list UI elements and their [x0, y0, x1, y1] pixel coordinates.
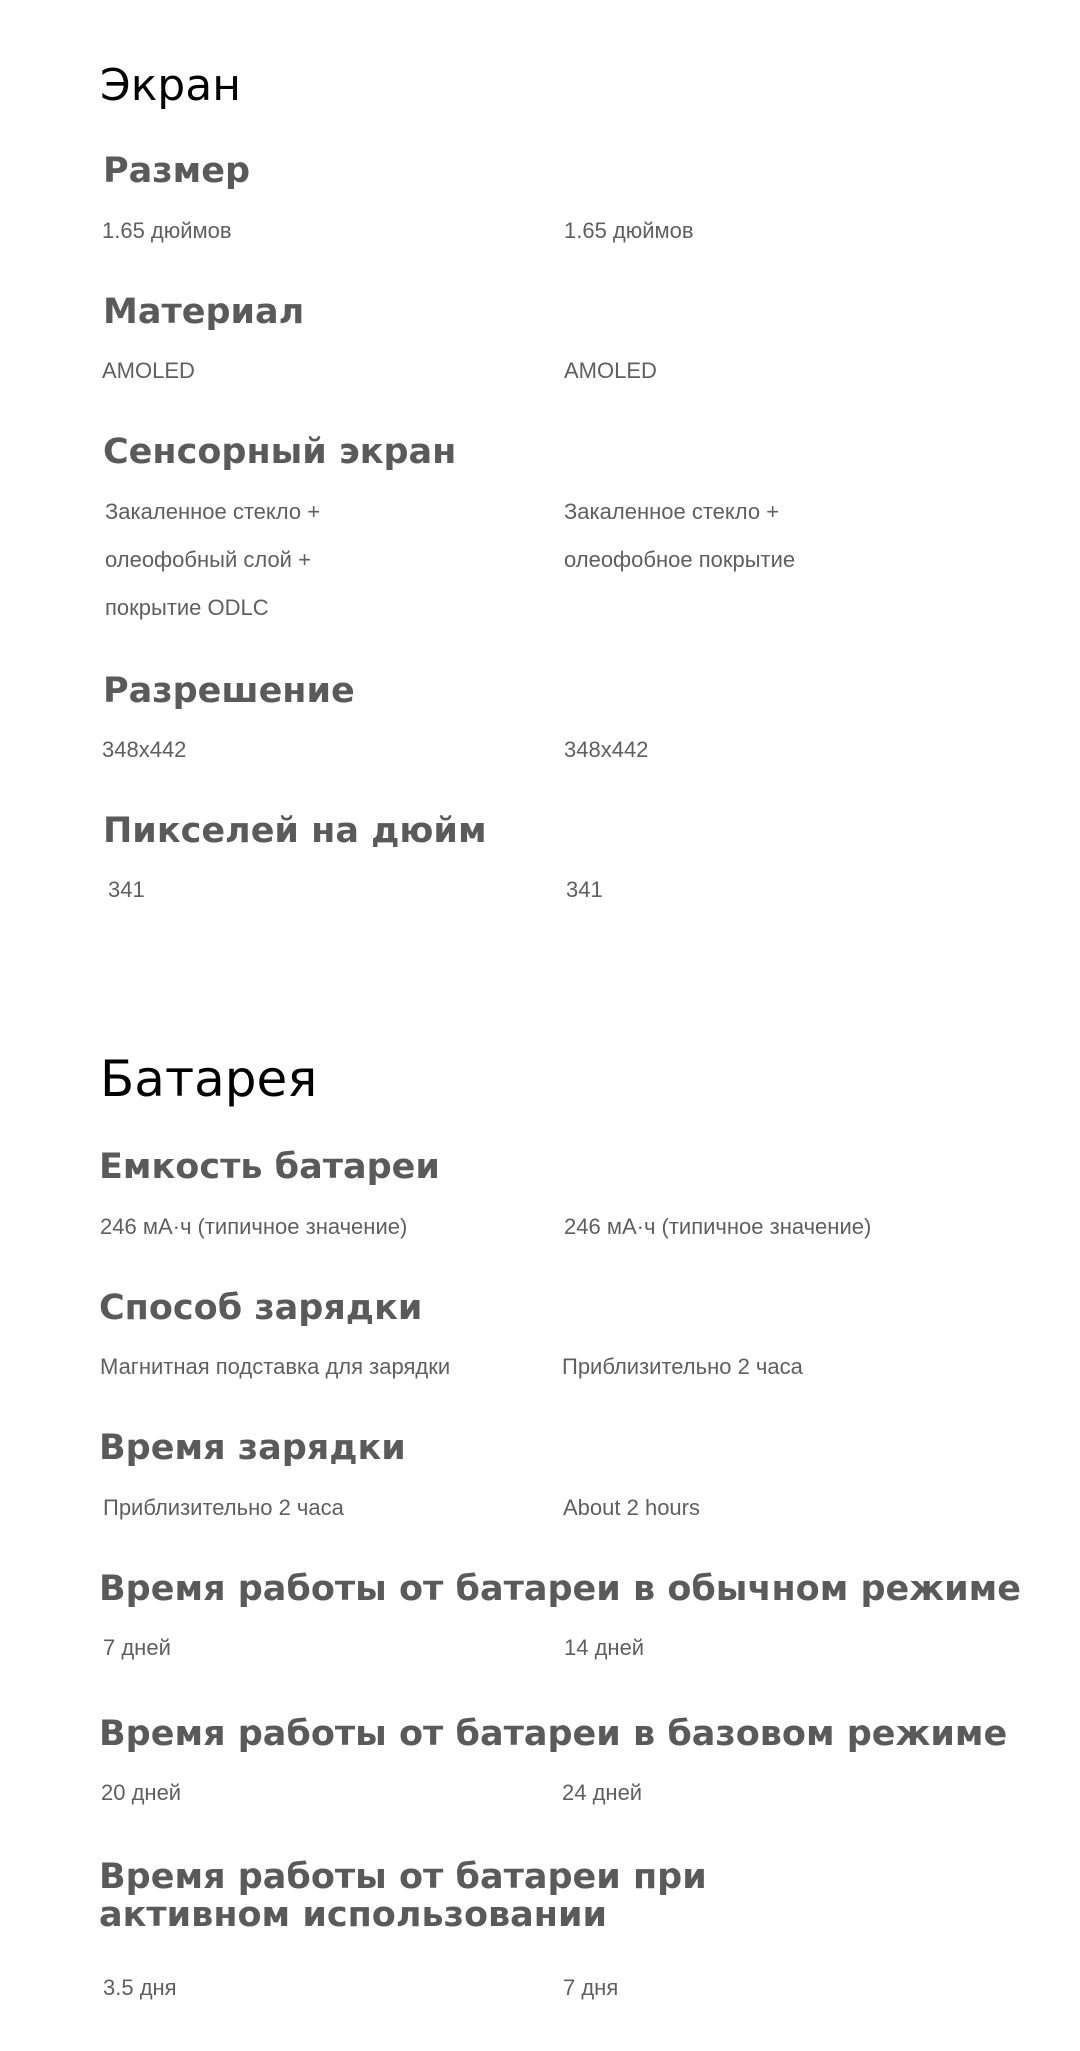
spec-label: Емкость батареи: [99, 1147, 440, 1187]
spec-value-left: Закаленное стекло + олеофобный слой + покрытие ODLC: [105, 499, 321, 620]
spec-value-left: 1.65 дюймов: [102, 218, 232, 243]
spec-value-left: 3.5 дня: [103, 1975, 177, 2000]
spec-label: Пикселей на дюйм: [103, 811, 487, 851]
spec-value-right: 348x442: [564, 737, 649, 762]
spec-label: Время зарядки: [99, 1428, 406, 1468]
section-title-screen: Экран: [100, 60, 241, 111]
spec-label: Разрешение: [103, 671, 355, 711]
spec-value-right: Приблизительно 2 часа: [562, 1354, 803, 1379]
spec-value-left: 20 дней: [101, 1780, 182, 1805]
spec-value-right: AMOLED: [564, 358, 657, 383]
spec-value-right: 246 мА·ч (типичное значение): [564, 1214, 872, 1239]
spec-value-right: 7 дня: [563, 1975, 619, 2000]
spec-label: Время работы от батареи при активном использовании: [99, 1857, 707, 1935]
spec-label: Время работы от батареи в базовом режиме: [99, 1714, 1008, 1754]
spec-label: Время работы от батареи в обычном режиме: [99, 1569, 1021, 1609]
spec-value-left: AMOLED: [102, 358, 195, 383]
section-title-battery: Батарея: [100, 1050, 318, 1108]
spec-value-left: 7 дней: [103, 1635, 171, 1660]
spec-value-left: 246 мА·ч (типичное значение): [100, 1214, 408, 1239]
spec-value-right: 24 дней: [562, 1780, 643, 1805]
spec-value-right: 341: [566, 877, 603, 902]
spec-label: Способ зарядки: [99, 1288, 423, 1328]
spec-label: Сенсорный экран: [103, 432, 457, 472]
spec-value-left: Приблизительно 2 часа: [103, 1495, 344, 1520]
spec-label: Материал: [103, 292, 305, 332]
spec-value-left: Магнитная подставка для зарядки: [100, 1354, 451, 1379]
spec-value-left: 341: [108, 877, 145, 902]
spec-value-left: 348x442: [102, 737, 187, 762]
spec-value-right: Закаленное стекло + олеофобное покрытие: [564, 499, 796, 572]
spec-label: Размер: [103, 151, 251, 191]
spec-value-right: 14 дней: [564, 1635, 645, 1660]
spec-value-right: About 2 hours: [563, 1495, 700, 1520]
spec-value-right: 1.65 дюймов: [564, 218, 694, 243]
